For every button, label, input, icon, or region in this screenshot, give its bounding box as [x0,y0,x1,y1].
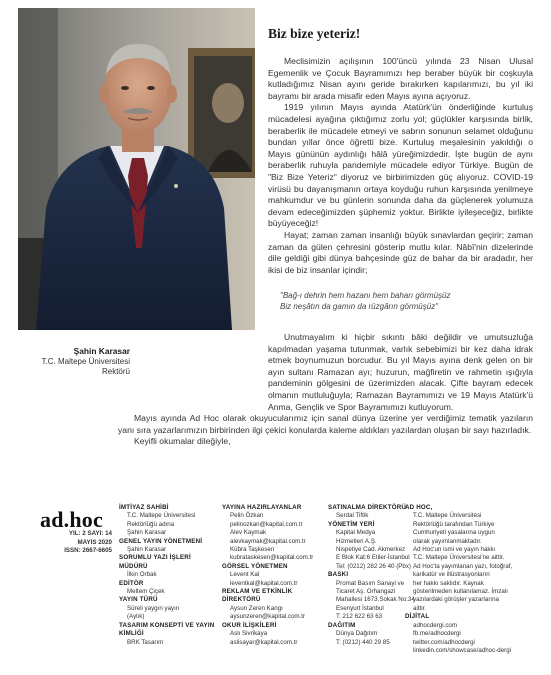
masthead-column-1 [119,504,217,647]
masthead-value: T: (0212) 440 29 85 [336,638,390,646]
poem-line: Biz neşâtın da gamın da rüzgârın görmüşüz" [280,302,439,312]
masthead-value: Mahallesi 1673.Sokak No:34 [336,596,415,604]
masthead-value: Süreli yaygın yayın [127,604,180,612]
issn: ISSN: 2667-6605 [64,547,112,555]
masthead-value: yazılardaki görüşler yazarlarına [413,596,499,604]
masthead-value: Serdal Tiftik [336,512,369,520]
masthead [18,500,538,670]
masthead-heading: REKLAM VE ETKİNLİK DİREKTÖRÜ [222,588,293,604]
masthead-value: her hakkı saklıdır. Kaynak [413,579,484,587]
masthead-value: Rektörlüğü adına [127,520,175,528]
masthead-value: Kübra Taşkesen [230,546,275,554]
masthead-value: (Aylık) [127,613,145,621]
masthead-column-2 [222,504,326,647]
masthead-value: Aysun Zeren Kangı [230,604,283,612]
masthead-value: Şahin Karasar [127,546,167,554]
masthead-value: Nispetiye Cad. Akmerkez [336,546,406,554]
masthead-value: Dünya Dağıtım [336,630,378,638]
adhoc-logo: ad.hoc [40,507,103,532]
article-paragraph: Meclisimizin açılışının 100'üncü yılında 23 Nisan Ulusal Egemenlik ve Çocuk Bayramımızı hep beraber büyük bir coşkuyla kutladığımız Nisan ayını geride bırakırken kapılarımızı, bu yıl iki bayramı bir arada misafir eden Mayıs ayına açıyoruz. [268,56,533,101]
masthead-value: Meltem Çiçek [127,588,165,596]
masthead-value: BRK Tasarım [127,638,164,646]
masthead-value: Alev Kaymak [230,529,267,537]
portrait-photo [18,8,255,330]
masthead-value: T: 212 622 63 63 [336,613,383,621]
masthead-value: Pelin Özkan [230,512,264,520]
masthead-heading: OKUR İLİŞKİLERİ [222,621,277,629]
masthead-value: fb.me/adhocdergi [413,630,461,638]
masthead-heading: DAĞITIM [328,621,356,629]
issue-info [48,530,112,556]
masthead-value: Şahin Karasar [127,529,167,537]
masthead-value: aslisayar@kapital.com.tr [230,638,298,646]
article-closing: Keyifli okumalar dileğiyle, [134,436,231,447]
masthead-value: Kapital Medya [336,529,376,537]
masthead-value: T.C. Maltepe Üniversitesi [127,512,196,520]
article-paragraph: Hayat; zaman zaman insanlığı büyük sınavlardan geçirir; zaman zaman da gülen çehresini gösterip mutlu kılar. Nâbî'nin dizelerinde dile geldiği gibi dünya bahçesinde güz de bahar da bir aradadır, her ikisi de biz insanlar içindir; [268,229,533,275]
masthead-value: leventkal@kapital.com.tr [230,579,298,587]
poem-quote [280,290,533,312]
masthead-heading: TASARIM KONSEPTİ VE YAYIN KİMLİĞİ [119,621,215,638]
masthead-value: Hizmetleri A.Ş. [336,537,377,545]
masthead-column-4 [405,504,533,655]
article-paragraph: 1919 yılının Mayıs ayında Atatürk'ün önderliğinde kurtuluş mücadelesi ayağına çıktığımız zorlu yol; güçlükler karşısında birlik, beraberlik ile mücadele etmeyi ve sabrın sonunun selamet olduğunu bundan yıllar önce öğretti bize. Kurtuluş meşalesinin yakıldığı o Mayıs gününün aydınlığı hâlâ yüreğimizdedir. İşte bugün de aynı beraberlik ruhuyla pandemiyle mücadele ediyor Türkiye. Bugün de "Biz Bize Yeteriz" diyoruz ve birbirimizden güç alıyoruz. COVID-19 virüsü bu dayanışmanın ortaya koyduğu ruhun karşısında yenilmeye mahkumdur ve bu günlerin sonunda daha da güçlenerek yolumuza devam edeceğimizden şüphemiz yoktur. Birlikte iyileşeceğiz, birlikte büyüyeceğiz! [268,102,533,229]
masthead-value: twitter.com/adhocdergi [413,638,475,646]
masthead-value: alevkaymak@kapital.com.tr [230,537,306,545]
masthead-heading: DİJİTAL [405,613,430,621]
article-headline: Biz bize yeteriz! [268,26,361,41]
masthead-heading: SATINALMA DİREKTÖRÜ [328,504,407,511]
masthead-value: T.C. Maltepe Üniversitesi [413,512,482,520]
masthead-value: Ad Hoc'ta yayımlanan yazı, fotoğraf, [413,562,513,570]
masthead-value: Aslı Sivrikaya [230,630,268,638]
masthead-value: kubrataskesen@kapital.com.tr [230,554,314,562]
masthead-value: pelinozkan@kapital.com.tr [230,520,303,528]
author-name: Şahin Karasar [73,346,130,356]
issue-number: YIL: 2 SAYI: 14 [68,530,112,537]
masthead-value: aittir. [413,604,427,612]
masthead-value: E Blok Kat:6 Etiler-İstanbul [336,554,410,562]
masthead-heading: BASKI [328,571,349,579]
masthead-heading: AD HOC, [405,504,433,511]
masthead-value: adhocdergi.com [413,621,458,629]
masthead-heading: GÖRSEL YÖNETMEN [222,562,288,570]
author-signature [18,346,130,378]
article-body [268,56,533,322]
masthead-value: T.C. Maltepe Üniversitesi'ne aittir. [413,554,505,562]
masthead-heading: GENEL YAYIN YÖNETMENİ [119,537,203,545]
masthead-value: Esenyurt İstanbul [336,604,384,612]
masthead-value: karikatür ve illüstrasyonların [413,571,490,579]
masthead-value: Ad Hoc'un ismi ve yayın hakkı [413,546,496,554]
article-paragraph: Unutmayalım ki hiçbir sıkıntı bâki değildir ve umutsuzluğa kapılmadan yaşama tutunmak, varlık sebebimizi bir kez daha idrak etmek boynumuzun borcudur. Bu yıl Mayıs ayına denk gelen on bir ayın sultanı Ramazan ayı; huzurun, mağfiretin ve rahmetin ışığıyla pandeminin gölgesini de üzerimizden alacak. Çifte bayram edecek olmanın mutluluğuyla; Ramazan Bayramımızı ve 19 Mayıs Atatürk'ü Anma, Gençlik ve Spor Bayramımızı kutluyorum. [268,332,533,412]
masthead-value: Levent Kal [230,571,260,579]
poem-line: "Bağ-ı dehrin hem hazanı hem baharı görmüşüz [280,291,451,301]
masthead-heading: YAYINA HAZIRLAYANLAR [222,504,302,511]
masthead-heading: YÖNETİM YERİ [328,520,375,528]
masthead-value: gösterilmeden kullanılamaz. İmzalı [413,588,508,596]
masthead-value: Tel: (0212) 282 26 40 (Pbx) [336,562,411,570]
article-body-continued [118,332,533,448]
masthead-value: linkedin.com/showcase/adhoc-dergi [413,646,512,654]
masthead-value: Promat Basım Sanayi ve [336,579,405,587]
masthead-value: Cumhuriyeti yasalarına uygun [413,529,495,537]
author-title: Rektörü [101,367,130,376]
masthead-value: İlkin Orbak [127,571,157,579]
article-paragraph: Mayıs ayında Ad Hoc olarak okuyucularımız için sanal dünya üzerine yer verdiğimiz tematik yazıların yanı sıra yazarlarımızın birbirinden ilgi çekici konularda kaleme aldıkları yazılardan oluşan bir sayı hazırladık. [118,413,533,435]
masthead-heading: İMTİYAZ SAHİBİ [119,504,169,511]
masthead-value: olarak yayımlanmaktadır. [413,537,482,545]
masthead-value: Ticaret Aş. Orhangazi [336,588,396,596]
masthead-heading: YAYIN TÜRÜ [119,596,158,604]
masthead-value: Rektörlüğü tarafından Türkiye [413,520,495,528]
masthead-heading: SORUMLU YAZI İŞLERİ MÜDÜRÜ [119,554,191,570]
issue-date: MAYIS 2020 [77,538,112,546]
author-title: T.C. Maltepe Üniversitesi [41,356,130,366]
masthead-heading: EDİTÖR [119,579,144,587]
masthead-value: aysunzeren@kapital.com.tr [230,613,306,621]
